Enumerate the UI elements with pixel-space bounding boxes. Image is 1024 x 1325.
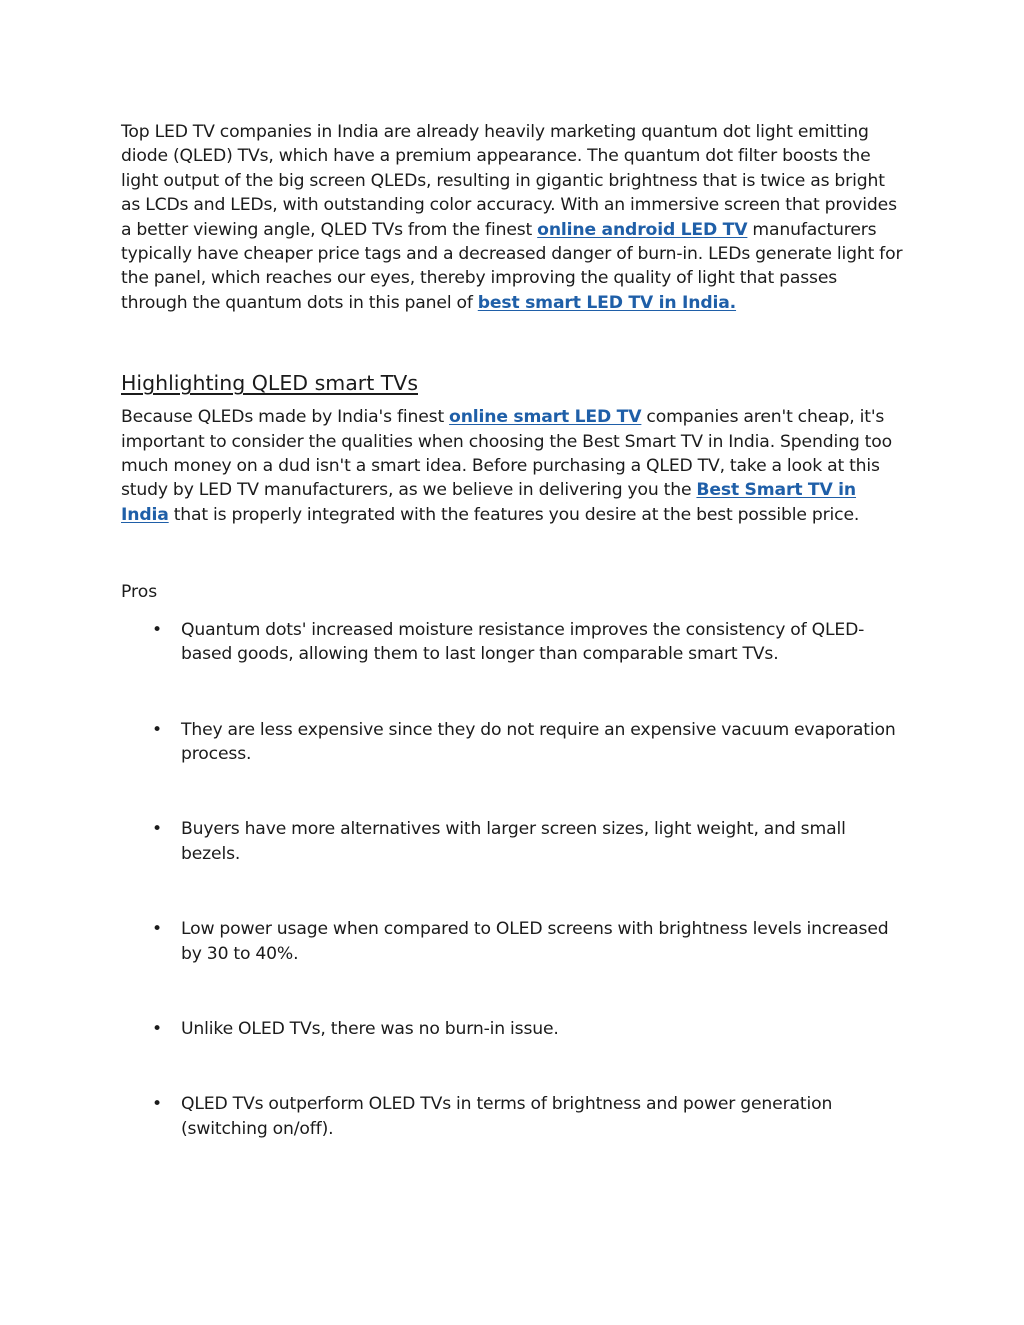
bullet-icon: • [152, 1018, 162, 1039]
intro-text-2: manufacturers typically have cheaper price tags and a decreased danger of burn-in. LEDs generate light for the panel, which reaches our eyes, thereby improving the quality of light that passes through the quantum dots in this panel of [121, 219, 903, 313]
qled-text-1: Because QLEDs made by India's finest [121, 407, 450, 428]
pros-item-text: QLED TVs outperform OLED TVs in terms of brightness and power generation (switching on/off). [181, 1094, 833, 1139]
bullet-icon: • [152, 619, 162, 640]
online-android-led-tv-link[interactable]: online android LED TV [537, 219, 748, 240]
intro-text-1: Top LED TV companies in India are already heavily marketing quantum dot light emitting diode (QLED) TVs, which have a premium appearance. The quantum dot filter boosts the light output of the big screen QLEDs, resulting in gigantic brightness that is twice as bright as LCDs and LEDs, with outstanding color accuracy. With an immersive screen that provides a better viewing angle, QLED TVs from the finest [121, 122, 897, 240]
intro-paragraph [121, 120, 907, 315]
pros-item-text: Low power usage when compared to OLED screens with brightness levels increased by 30 to 40%. [181, 919, 889, 964]
bullet-icon: • [152, 1094, 162, 1115]
pros-item [121, 618, 907, 667]
best-smart-led-tv-in-india-link[interactable]: best smart LED TV in India. [477, 292, 737, 313]
section-heading: Highlighting QLED smart TVs [121, 371, 418, 396]
bullet-icon: • [152, 819, 162, 840]
pros-item [121, 1017, 907, 1041]
document-content [121, 120, 907, 1192]
pros-item [121, 917, 907, 966]
best-smart-tv-in-india-link[interactable]: Best Smart TV in India [121, 480, 857, 525]
qled-paragraph [121, 405, 907, 527]
pros-item [121, 1092, 907, 1141]
qled-text-3: that is properly integrated with the features you desire at the best possible price. [168, 504, 860, 525]
qled-text-2: companies aren't cheap, it's important to consider the qualities when choosing the Best Smart TV in India. Spending too much money on a dud isn't a smart idea. Before purchasing a QLED TV, take a look at this study by LED TV manufacturers, as we believe in delivering you the [121, 407, 892, 501]
pros-label: Pros [121, 582, 158, 603]
pros-item [121, 817, 907, 866]
pros-item-text: They are less expensive since they do not require an expensive vacuum evaporation process. [181, 719, 896, 764]
pros-item [121, 718, 907, 767]
pros-list [121, 618, 907, 1141]
pros-item-text: Quantum dots' increased moisture resistance improves the consistency of QLED-based goods, allowing them to last longer than comparable smart TVs. [181, 619, 865, 665]
pros-item-text: Buyers have more alternatives with larger screen sizes, light weight, and small bezels. [181, 819, 846, 864]
bullet-icon: • [152, 719, 162, 740]
pros-item-text: Unlike OLED TVs, there was no burn-in issue. [181, 1018, 559, 1039]
online-smart-led-tv-link[interactable]: online smart LED TV [449, 407, 642, 428]
bullet-icon: • [152, 919, 162, 940]
